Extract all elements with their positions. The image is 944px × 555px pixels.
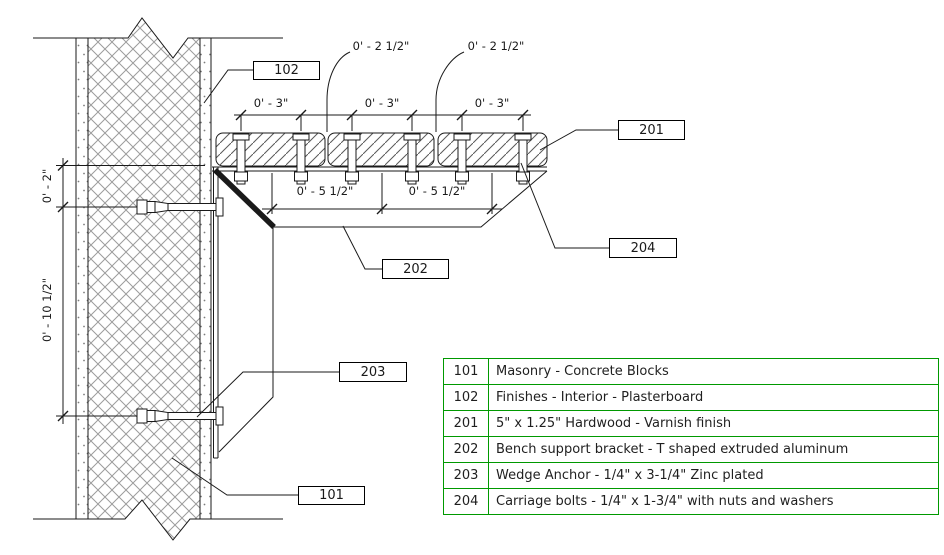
dim-label-top-offset: 0' - 2" (40, 168, 54, 204)
dim-label-anchor-offset: 0' - 10 1/2" (40, 277, 54, 343)
legend-row (444, 489, 939, 515)
legend-keynote-description: Finishes - Interior - Plasterboard (489, 385, 939, 411)
dim-label-bolt-spacing-1: 0' - 3" (253, 96, 289, 110)
leader-201 (540, 130, 618, 150)
legend-keynote-code: 101 (444, 359, 489, 385)
keynote-legend (443, 358, 939, 515)
callout-202: 202 (382, 259, 449, 279)
exterior-finish-layer (76, 38, 88, 519)
legend-row (444, 437, 939, 463)
legend-keynote-description: Carriage bolts - 1/4" x 1-3/4" with nuts and washers (489, 489, 939, 515)
legend-row (444, 359, 939, 385)
legend-keynote-description: Wedge Anchor - 1/4" x 3-1/4" Zinc plated (489, 463, 939, 489)
dim-label-slat-spacing-2: 0' - 5 1/2" (408, 184, 466, 198)
leader-202 (343, 226, 382, 269)
bench-slats (216, 133, 547, 166)
legend-keynote-description: Bench support bracket - T shaped extruded aluminum (489, 437, 939, 463)
legend-row (444, 463, 939, 489)
legend-keynote-code: 202 (444, 437, 489, 463)
legend-keynote-code: 203 (444, 463, 489, 489)
legend-keynote-code: 204 (444, 489, 489, 515)
legend-keynote-description: Masonry - Concrete Blocks (489, 359, 939, 385)
legend-row (444, 411, 939, 437)
callout-203: 203 (339, 362, 407, 382)
dim-label-bolt-spacing-2: 0' - 3" (364, 96, 400, 110)
masonry-core-hatch (88, 18, 200, 540)
legend-row (444, 385, 939, 411)
plasterboard-layer (200, 38, 211, 519)
callout-101: 101 (298, 486, 365, 505)
wall-section (33, 18, 283, 540)
dimension-leader-arc (436, 52, 464, 132)
callout-204: 204 (609, 238, 677, 258)
dimension-extension-lines (241, 115, 523, 131)
keynote-legend-body (444, 359, 939, 515)
dim-label-bolt-spacing-3: 0' - 3" (474, 96, 510, 110)
legend-keynote-description: 5" x 1.25" Hardwood - Varnish finish (489, 411, 939, 437)
dim-label-gap-spacing-1: 0' - 2 1/2" (352, 39, 410, 53)
dimension-leader-arc (327, 52, 350, 132)
bracket-seat-plate (212, 167, 547, 171)
dim-label-slat-spacing-1: 0' - 5 1/2" (296, 184, 354, 198)
legend-keynote-code: 102 (444, 385, 489, 411)
legend-keynote-code: 201 (444, 411, 489, 437)
callout-102: 102 (253, 61, 320, 80)
dim-label-gap-spacing-2: 0' - 2 1/2" (467, 39, 525, 53)
leader-204 (521, 163, 609, 248)
callout-201: 201 (618, 120, 685, 140)
